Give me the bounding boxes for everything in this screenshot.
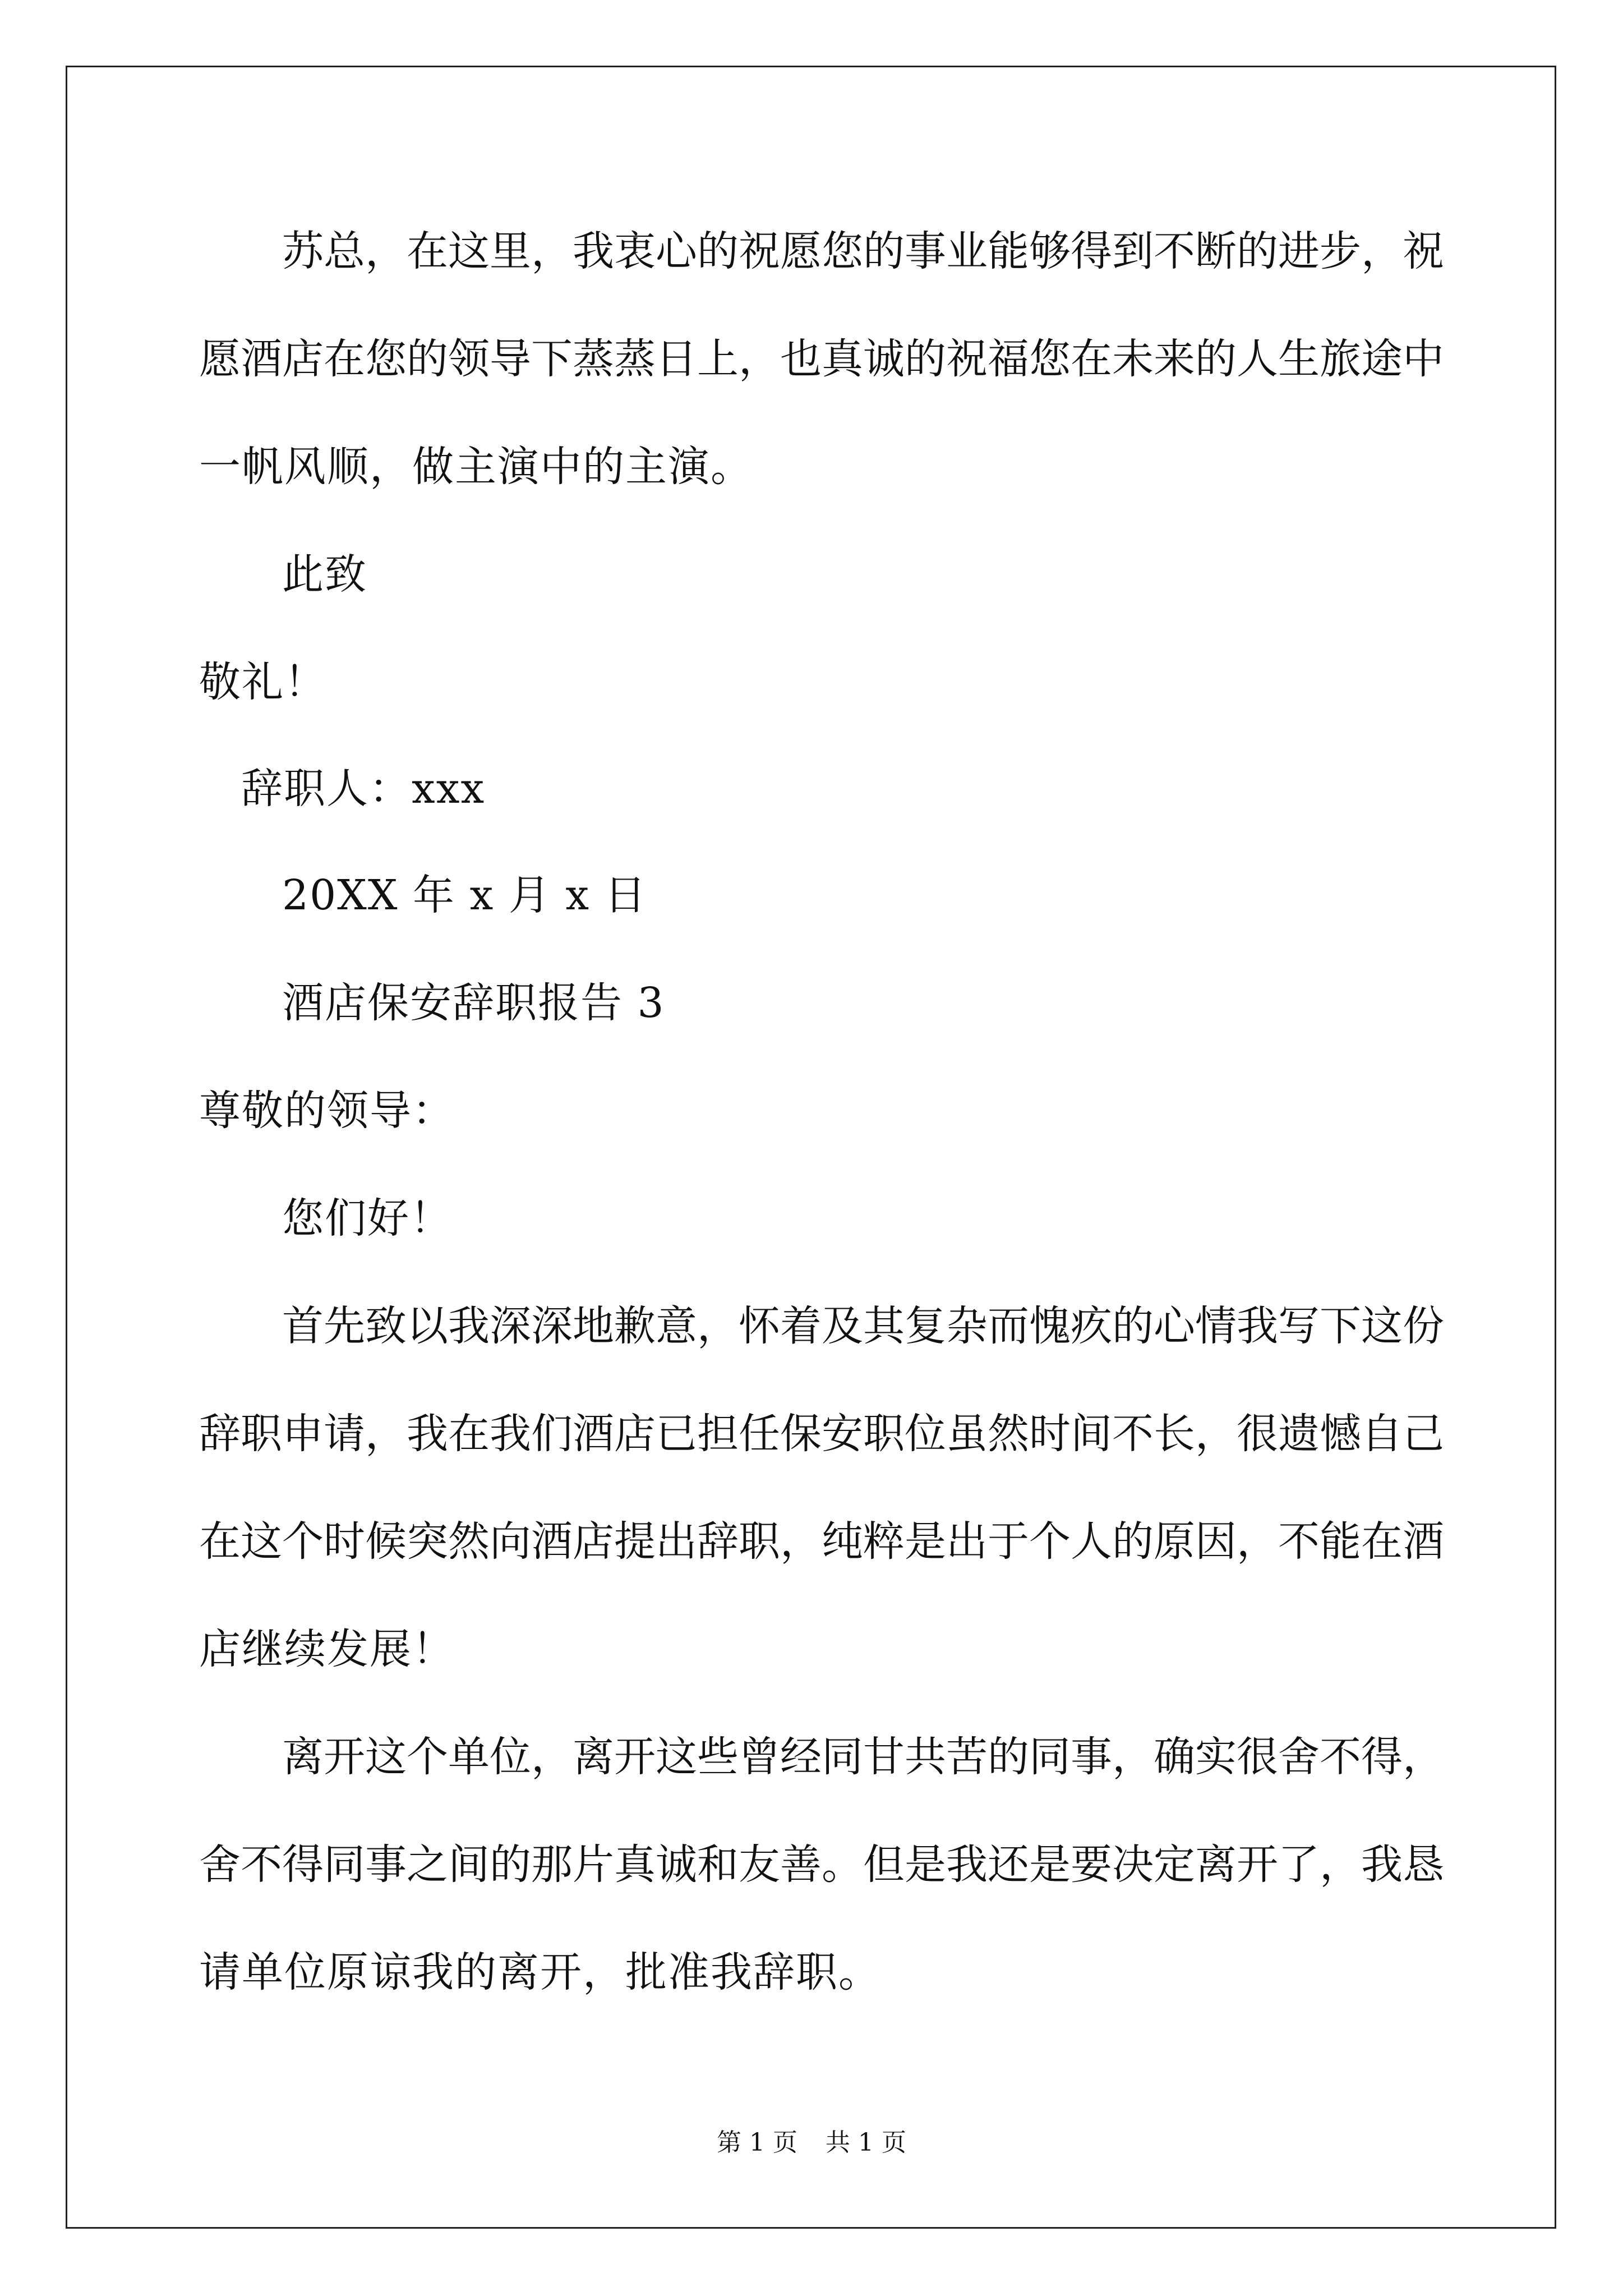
paragraph-line: 辞职申请，我在我们酒店已担任保安职位虽然时间不长，很遗憾自己 — [199, 1410, 1444, 1458]
paragraph-line: 请单位原谅我的离开，批准我辞职。 — [199, 1948, 881, 1996]
paragraph-line: 舍不得同事之间的那片真诚和友善。但是我还是要决定离开了，我恳 — [199, 1841, 1444, 1889]
page-footer — [0, 2126, 1623, 2160]
signer-line: 辞职人：xxx — [241, 765, 486, 813]
page-border — [66, 66, 1556, 2229]
paragraph-line: 店继续发展！ — [199, 1625, 455, 1673]
page-number-current: 第 1 页 — [717, 2128, 797, 2157]
greeting-hello: 您们好！ — [282, 1194, 453, 1243]
greeting: 尊敬的领导： — [199, 1087, 455, 1135]
section-title: 酒店保安辞职报告 3 — [282, 979, 665, 1027]
closing-salutation: 此致 — [282, 550, 367, 599]
page-number-total: 共 1 页 — [826, 2128, 906, 2157]
date-line: 20XX 年 x 月 x 日 — [282, 871, 647, 919]
paragraph-line: 在这个时候突然向酒店提出辞职，纯粹是出于个人的原因，不能在酒 — [199, 1517, 1444, 1566]
paragraph-line: 愿酒店在您的领导下蒸蒸日上，也真诚的祝福您在未来的人生旅途中 — [199, 335, 1444, 383]
paragraph-line: 苏总，在这里，我衷心的祝愿您的事业能够得到不断的进步，祝 — [282, 227, 1444, 275]
closing-regards: 敬礼！ — [199, 658, 327, 706]
paragraph-line: 离开这个单位，离开这些曾经同甘共苦的同事，确实很舍不得， — [282, 1733, 1444, 1781]
paragraph-line: 首先致以我深深地歉意，怀着及其复杂而愧疚的心情我写下这份 — [282, 1302, 1444, 1350]
paragraph-line: 一帆风顺，做主演中的主演。 — [199, 443, 753, 491]
